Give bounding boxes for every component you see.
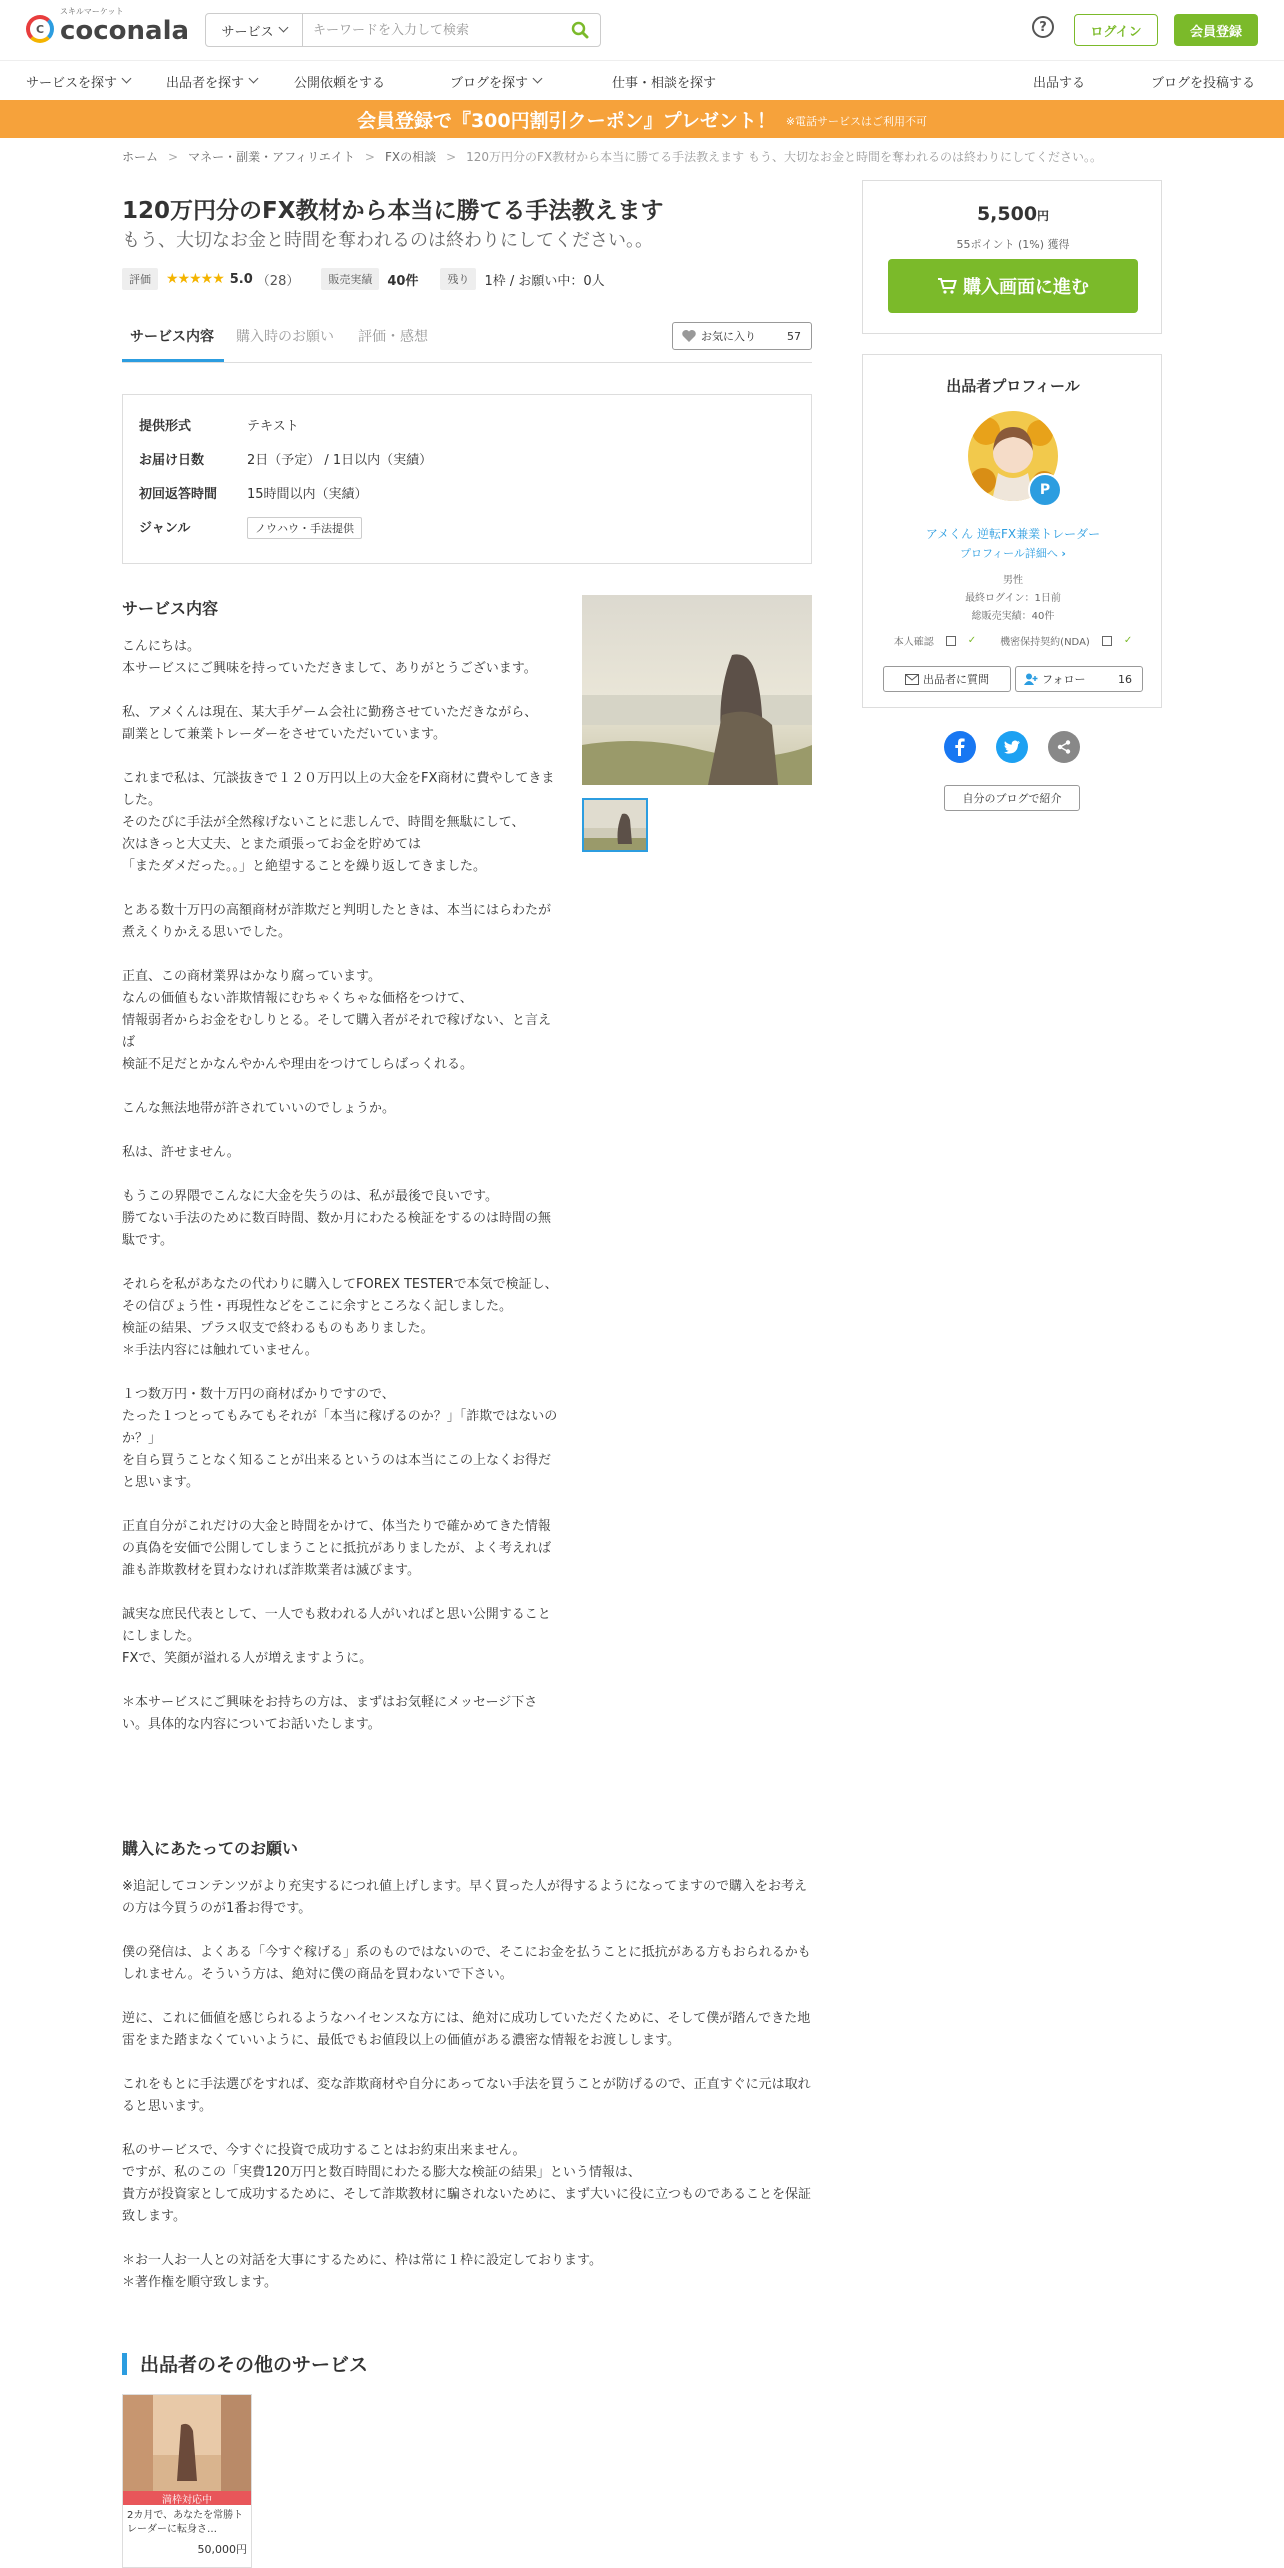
identity-label: 本人確認 (893, 637, 934, 648)
price (863, 203, 1163, 225)
facebook-logo (952, 738, 968, 756)
sales-count: 40件 (387, 273, 419, 289)
logo-mark-icon: C (26, 15, 54, 43)
breadcrumb-separator: > (364, 149, 375, 164)
search-input[interactable] (303, 23, 560, 38)
share-icon[interactable] (1048, 731, 1080, 763)
nav-label: ブログを投稿する (1151, 76, 1256, 91)
card-status-badge: 満枠対応中 (123, 2491, 251, 2505)
other-services-heading (122, 2350, 368, 2377)
favorite-label: お気に入り (701, 330, 756, 343)
rating-label: 評価 (122, 268, 158, 290)
page-subtitle: もう、大切なお金と時間を奪われるのは終わりにしてください。。 (122, 230, 653, 251)
search-button[interactable] (560, 14, 600, 46)
spec-key: 初回返答時間 (139, 487, 218, 502)
nav-post-request[interactable] (294, 72, 385, 91)
nav-find-sellers[interactable] (166, 72, 257, 91)
thumbnail-photo (584, 800, 646, 850)
spec-row (139, 483, 368, 502)
points-earned: 55ポイント (1%) 獲得 (956, 238, 1070, 251)
site-header (0, 0, 1284, 61)
logo-text: coconala (60, 16, 190, 46)
tab-service-content[interactable]: サービス内容 (130, 329, 214, 345)
rating-stars-icon: ★★★★★ (166, 271, 224, 287)
purchase-box (862, 180, 1162, 334)
nav-label: 出品する (1033, 76, 1086, 91)
spec-key: お届け日数 (139, 453, 205, 468)
coupon-banner[interactable] (0, 100, 1284, 138)
heart-icon (681, 328, 697, 344)
service-card-image (123, 2395, 251, 2491)
card-title: 2カ月で、あなたを常勝トレーダーに転身さ… (127, 2510, 244, 2535)
spec-value: 15時間以内（実績） (247, 487, 368, 502)
nav-label: 出品者を探す (166, 76, 245, 91)
follow-label: フォロー (1042, 673, 1086, 686)
breadcrumb-home[interactable]: ホーム (122, 150, 159, 164)
price-value: 5,500 (976, 203, 1038, 225)
nav-label: サービスを探す (26, 76, 118, 91)
search-category-select[interactable] (206, 14, 303, 46)
breadcrumb (122, 148, 1102, 165)
login-button[interactable]: ログイン (1074, 14, 1158, 46)
blog-share-button[interactable]: 自分のブログで紹介 (944, 785, 1080, 811)
seller-total-sales: 総販売実績：40件 (971, 611, 1055, 622)
seller-profile (862, 354, 1162, 708)
check-icon: ✓ (1123, 635, 1133, 646)
remaining-slots: 1枠 / お願い中：0人 (484, 273, 605, 289)
spec-key: ジャンル (139, 521, 191, 536)
banner-note: ※電話サービスはご利用不可 (785, 115, 928, 128)
breadcrumb-current: 120万円分のFX教材から本当に勝てる手法教えます もう、大切なお金と時間を奪われるのは終わりにしてください。。 (466, 150, 1102, 164)
service-main-image[interactable] (582, 595, 812, 785)
remaining-label: 残り (440, 268, 476, 290)
follow-button[interactable] (1015, 666, 1143, 692)
spec-row (139, 449, 432, 468)
service-content-heading: サービス内容 (122, 599, 219, 618)
service-content-body: こんにちは。 本サービスにご興味を持っていただきまして、ありがとうございます。 私、アメくんは現在、某大手ゲーム会社に勤務させていただきながら、 副業として兼業トレーダーをさせていただいています。 これまで私は、冗談抜きで１２０万円以上の大金をFX商材に費やしてきました。 そのたびに手法が全然稼げないことに悲しんで、時間を無駄にして、 次はきっと大丈夫、とまた頑張ってお金を貯めては 「またダメだった。。」と絶望することを繰り返してきました。 とある数十万円の高額商材が詐欺だと判明したときは、本当にはらわたが煮えくりかえる思いでした。 正直、この商材業界はかなり腐っています。 なんの価値もない詐欺情報にむちゃくちゃな価格をつけて、 情報弱者からお金をむしりとる。そして購入者がそれで稼げない、と言えば 検証不足だとかなんやかんや理由をつけてしらばっくれる。 こんな無法地帯が許されていいのでしょうか。 私は、許せません。 もうこの界隈でこんなに大金を失うのは、私が最後で良いです。 勝てない手法のために数百時間、数か月にわたる検証をするのは時間の無駄です。 それらを私があなたの代わりに購入してFOREX TESTERで本気で検証し、 その信ぴょう性・再現性などをここに余すところなく記しました。 検証の結果、プラス収支で終わるものもありました。 ＊手法内容には触れていません。 １つ数万円・数十万円の商材ばかりですので、 たった１つとってもみてもそれが「本当に稼げるのか？」「詐欺ではないのか？」 を自ら買うことなく知ることが出来るというのは本当にこの上なくお得だと思います。 正直自分がこれだけの大金と時間をかけて、体当たりで確かめてきた情報の真偽を安価で公開してしまうことに抵抗がありましたが、よく考えれば誰も詐欺教材を買わなければ詐欺業者は滅びます。 誠実な庶民代表として、一人でも救われる人がいればと思い公開することにしました。 FXで、笑顔が溢れる人が増えますように。 ＊本サービスにご興味をお持ちの方は、まずはお気軽にメッセージ下さい。具体的な内容についてお話いたします。 (122, 639, 558, 1732)
document-icon (1102, 636, 1112, 646)
identity-verified (888, 633, 982, 648)
ask-seller-label: 出品者に質問 (923, 673, 989, 686)
global-nav (0, 61, 1284, 99)
breadcrumb-separator: > (446, 149, 457, 164)
rating-value: 5.0 (229, 271, 253, 287)
chevron-down-icon (249, 74, 259, 84)
follow-count: 16 (1118, 672, 1132, 686)
twitter-logo (1004, 740, 1020, 754)
other-services-title: 出品者のその他のサービス (140, 2354, 369, 2376)
nav-label: 公開依頼をする (294, 76, 386, 91)
nda-verified (994, 633, 1138, 648)
buy-label: 購入画面に進む (963, 277, 1089, 298)
profile-detail-label: プロフィール詳細へ (960, 547, 1058, 560)
twitter-share-icon[interactable] (996, 731, 1028, 763)
price-unit: 円 (1037, 209, 1050, 223)
id-card-icon (946, 636, 956, 646)
nav-find-services[interactable] (26, 72, 130, 91)
favorite-button[interactable] (672, 322, 812, 350)
chevron-down-icon (278, 22, 288, 32)
nav-find-blogs[interactable] (450, 72, 541, 91)
service-stats (122, 268, 605, 290)
check-icon: ✓ (967, 635, 977, 646)
nav-post-blog[interactable] (1151, 72, 1255, 91)
buy-button[interactable] (888, 259, 1138, 313)
chevron-down-icon (533, 74, 543, 84)
register-button[interactable]: 会員登録 (1174, 14, 1258, 46)
service-card[interactable] (122, 2394, 252, 2568)
breadcrumb-separator: > (168, 149, 179, 164)
seller-last-login: 最終ログイン：1日前 (965, 593, 1061, 604)
page-title: 120万円分のFX教材から本当に勝てる手法教えます (122, 198, 664, 224)
image-thumbnail[interactable] (582, 798, 648, 852)
nav-find-jobs[interactable] (612, 72, 716, 91)
ask-seller-button[interactable] (883, 666, 1011, 692)
search-category-label: サービス (221, 24, 274, 40)
cart-icon (937, 277, 957, 295)
spec-row (139, 415, 299, 434)
spec-row (139, 517, 362, 539)
help-icon[interactable]: ? (1032, 16, 1054, 38)
tab-reviews[interactable]: 評価・感想 (358, 329, 428, 345)
verification-status (863, 633, 1163, 648)
chevron-right-icon: › (1061, 547, 1066, 560)
genre-tag[interactable]: ノウハウ・手法提供 (247, 517, 362, 539)
hero-photo (582, 595, 812, 785)
breadcrumb-category[interactable]: マネー・副業・アフィリエイト (188, 150, 355, 164)
nav-label: ブログを探す (450, 76, 529, 91)
heading-accent-bar (122, 2353, 127, 2375)
nda-label: 機密保持契約(NDA) (1000, 637, 1090, 648)
breadcrumb-subcategory[interactable]: FXの相談 (384, 150, 437, 164)
rating-count[interactable]: （28） (256, 273, 300, 289)
seller-name[interactable]: アメくん 逆転FX兼業トレーダー (925, 527, 1101, 541)
logo[interactable] (26, 7, 190, 46)
card-photo (123, 2395, 251, 2491)
logo-subtitle: スキルマーケット (60, 7, 124, 16)
chevron-down-icon (122, 74, 132, 84)
mail-icon (905, 674, 919, 685)
banner-main-text: 会員登録で『300円割引クーポン』プレゼント！ (356, 109, 776, 132)
profile-detail-link[interactable] (863, 545, 1163, 561)
card-price: 50,000円 (197, 2543, 247, 2556)
purchase-request-body: ※追記してコンテンツがより充実するにつれ値上げします。早く買った人が得するようになってますので購入をお考えの方は今買うのが1番お得です。 僕の発信は、よくある「今すぐ稼げる」系のものではないので、そこにお金を払うことに抵抗がある方もおられるかもしれません。そういう方は、絶対に僕の商品を買わないで下さい。 逆に、これに価値を感じられるようなハイセンスな方には、絶対に成功していただくために、そして僕が踏んできた地雷をまた踏まなくていいように、最低でもお値段以上の価値がある濃密な情報をお渡しします。 これをもとに手法選びをすれば、変な詐欺商材や自分にあってない手法を買うことが防げるので、正直すぐに元は取れると思います。 私のサービスで、今すぐに投資で成功することはお約束出来ません。 ですが、私のこの「実費120万円と数百時間にわたる膨大な検証の結果」という情報は、 貴方が投資家として成功するために、そして詐欺教材に騙されないために、まず大いに役に立つものであることを保証致します。 ＊お一人お一人との対話を大事にするために、枠は常に１枠に設定しております。 ＊著作権を順守致します。 (122, 1879, 812, 2290)
search-bar (205, 13, 601, 47)
purchase-request-heading: 購入にあたってのお願い (122, 1839, 299, 1858)
favorite-count: 57 (787, 329, 801, 343)
user-plus-icon (1024, 673, 1038, 685)
seller-gender: 男性 (1003, 575, 1023, 586)
spec-value: 2日（予定） / 1日以内（実績） (247, 453, 433, 468)
active-tab-indicator (122, 359, 224, 362)
share-nodes-icon (1056, 739, 1072, 755)
spec-key: 提供形式 (139, 419, 192, 434)
pro-badge-icon: P (1028, 473, 1062, 507)
profile-heading: 出品者プロフィール (946, 377, 1080, 395)
nav-label: 仕事・相談を探す (612, 76, 717, 91)
facebook-share-icon[interactable] (944, 731, 976, 763)
spec-value: テキスト (247, 419, 299, 434)
tab-purchase-request[interactable]: 購入時のお願い (236, 329, 334, 345)
service-spec-table (122, 394, 812, 564)
search-icon (571, 21, 589, 39)
sales-label: 販売実績 (321, 268, 379, 290)
nav-sell[interactable] (1033, 72, 1085, 91)
